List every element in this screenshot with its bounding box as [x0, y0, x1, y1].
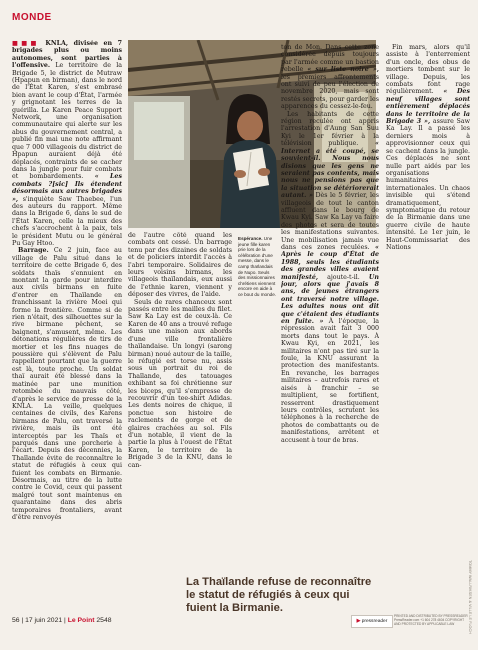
- col3-text-4: ajoute-t-il.: [318, 273, 360, 281]
- issue-number: 2548: [96, 617, 112, 624]
- col1-paragraph-2: Ce 2 juin, face au village de Palu situé dans le territoire de cette Brigade 6, des soldats thaïs s'ennuient en montant la garde pour interdire aux civils birmans en fuite d'entrer en Thaïlande en franchissant la rivière Moei qui forme la frontière. Comme si de rien n'était, des silhouettes sur la rive birmane pêchent, se baignent, s'amusent, même. Les détonations régulières de tirs de mortier et les fins nuages de poussière qui s'élèvent de Palu rappellent pourtant que la guerre est là, toute proche. Un soldat thaï aurait été blessé dans la matinée par une munition retombée du mauvais côté, d'après le service de presse de la KNLA. La veille, quelques centaines de civils, des Karens birmans de Palu, ont traversé la rivière, mais ils ont été interceptés par les Thaïs et parqués dans une porcherie à l'écart. Depuis des décennies, la Thaïlande évite de reconnaître le statut de réfugiés à ceux qui fuient les combats en Birmanie. Désormais, au titre de la lutte contre le Covid, ceux qui passent malgré tout sont maintenus en quarantaine dans des abris temporaires frontaliers, avant d'être renvoyés: [12, 247, 122, 521]
- article-column-3: [281, 44, 379, 562]
- page-folio: 56 | 17 juin 2021 | Le Point 2548: [12, 617, 112, 624]
- pressreader-copyright: PRINTED AND DISTRIBUTED BY PRESSREADER PressReader.com +1 604 278 4604 COPYRIGHT AND PROTECTED BY APPLICABLE LAW: [394, 614, 468, 626]
- photo-caption: [238, 236, 278, 354]
- col3-quote-4: Un jour, alors que j'avais 8 ans, de jeunes étrangers ont traversé notre village. Les adultes nous ont dit que c'étaient des étudiants en fuite. »: [281, 273, 379, 326]
- col3-text-5: À l'époque, la répression avait fait 3 000 morts dans tout le pays. À Kwau Kyi, en 2021, les militaires n'ont pas tiré sur la foule, la KNU assurant la protection des manifestants. En revanche, les barrages militaires – autrefois rares et aisés à franchir – se multiplient, se fortifient, resserrent drastiquement leurs contrôles, scrutent les téléphones à la recherche de photos de combattants ou de manifestations, arrêtent et accusent à tour de bras.: [281, 318, 379, 444]
- pressreader-label: pressreader: [361, 619, 388, 624]
- article-column-2: [128, 232, 232, 568]
- page-number: 56: [12, 617, 20, 624]
- col3-quote-2: « Internet a été coupé, se souvient-il. Nous nous disions que les gens ne seraient pas contents, mais nous ne pensions pas que la situation se détériorerait autant. »: [281, 140, 379, 200]
- issue-date: 17 juin 2021: [25, 617, 63, 624]
- section-label: MONDE: [12, 12, 52, 23]
- caption-text: Une jeune fille karen prie lors de la célébration d'une messe, dans le camp thaïlandais de Nupo. Seuls des missionnaires chrétiens viennent encore en aide à ce bout du monde.: [238, 236, 277, 297]
- caption-lead: Espérance.: [238, 236, 263, 241]
- play-icon: ▶: [356, 619, 361, 624]
- magazine-name: Le Point: [67, 617, 95, 624]
- pressreader-logo[interactable]: [351, 615, 393, 628]
- subhead-barrage: Barrage.: [18, 247, 49, 255]
- photo-credit: TOMMY WALLRIKSEN & VILLE LE FLOCH: [468, 560, 472, 634]
- article-column-4: [386, 44, 470, 598]
- article-column-1: [12, 40, 122, 608]
- col3-quote: « sur liste noire »,: [303, 66, 379, 74]
- col1-quote: « Les combats ?[sic] Ils étendent désormais aux autres brigades »,: [12, 173, 122, 203]
- pull-quote: La Thaïlande refuse de reconnaître le statut de réfugiés à ceux qui fuient la Birmanie.: [186, 576, 372, 614]
- col3-text-2: les premiers affrontements ont suivi de peu l'élection de novembre 2020, mais sont restés secrets, pour garder les apparences du cessez-le-feu.: [281, 73, 379, 111]
- col1-lead: KNLA, divisée en 7 brigades plus ou moins autonomes, sont parties à l'offensive.: [12, 40, 122, 70]
- col3-text: ton de Mon. Dans cette zone considérée depuis toujours par l'armée comme un bastion rebelle: [281, 44, 379, 74]
- col3-quote-3: « Après le coup d'État de 1988, seuls les étudiants des grandes villes avaient manifesté,: [281, 243, 379, 281]
- col3-paragraph-2: Les habitants de cette région reculée ont appris l'arrestation d'Aung San Suu Kyi le 1er février à la télévision publique.: [281, 110, 379, 148]
- pressreader-footer: [351, 612, 469, 630]
- paragraph-marker: ■■■: [12, 40, 46, 47]
- col1-text: Le territoire de la Brigade 5, le district de Mutraw (Hpapun en birman), dans le nord de l'État Karen, s'est embrasé bien avant le coup d'État, l'armée y grignotant les terres de la guérilla. Le Karen Peace Support Network, une organisation communautaire qui alerte sur les abus du gouvernement central, a publié fin mai une note affirmant que 7 000 villageois du district de Hpapun auraient déjà été déplacés, contraints de se cacher dans la jungle pour fuir combats et bombardements.: [12, 62, 122, 181]
- col4-text: Fin mars, alors qu'il assiste à l'enterrement d'un oncle, des obus de mortiers tombent sur le village. Depuis, les combats font rage régulièrement.: [386, 44, 470, 96]
- col4-quote: « Des neuf villages sont entièrement déplacés dans le territoire de la Brigade 3 »,: [386, 88, 470, 126]
- col4-text-2: assure Saw Ka Lay. Il a passé les derniers mois à approvisionner ceux qui se cachent dans la jungle. Ces déplacés ne sont nulle part aidés par les organisations humanitaires internationales. Un chaos invisible qui s'étend dramatiquement, symptomatique du retour de la Birmanie dans une guerre civile de haute intensité. Le 1er juin, le Haut-Commissariat des Nations: [386, 118, 470, 251]
- col2-text: de l'autre côté quand les combats ont cessé. Un barrage tenu par des dizaines de soldats et de policiers interdit l'accès à l'abri temporaire. Solidaires de leurs voisins birmans, les villageois thaïlandais, eux aussi de l'ethnie karen, viennent y déposer des vivres, de l'aide.: [128, 232, 232, 299]
- col2-paragraph-2: Seuls de rares chanceux sont passés entre les mailles du filet. Saw Ka Lay est de ceux-là. Ce Karen de 40 ans a trouvé refuge dans une maison aux abords d'une ville frontalière thaïlandaise. Un longyi (sarong birman) noué autour de la taille, le réfugié est torse nu, assis sous un portrait du roi de Thaïlande, des tatouages exhibant sa foi chrétienne sur les biceps, qu'il s'empresse de recouvrir d'un tee-shirt Adidas. Les dents noires de chique, il ponctue son histoire de raclements de gorge et de glaires crachées au sol. Fils d'un notable, il vient de la partie la plus à l'ouest de l'État Karen, le territoire de la Brigade 3 de la KNU, dans le can-: [128, 298, 232, 469]
- col3-text-3: Dès le 5 février, les villageois de tout le canton affluent dans le bourg de Kwau Kyi. Saw Ka Lay va faire des photos et sera de toutes les manifestations suivantes. Une mobilisation jamais vue dans ces zones reculées.: [281, 192, 379, 251]
- col1-text-2: s'inquiète Saw Thaebee, l'un des auteurs du rapport. Même dans la Brigade 6, dans le sud de l'État Karen, celle la mieux des chefs s'accrochent à la paix, tels le président Mutu ou le général Pu Gay Htoo.: [12, 195, 122, 247]
